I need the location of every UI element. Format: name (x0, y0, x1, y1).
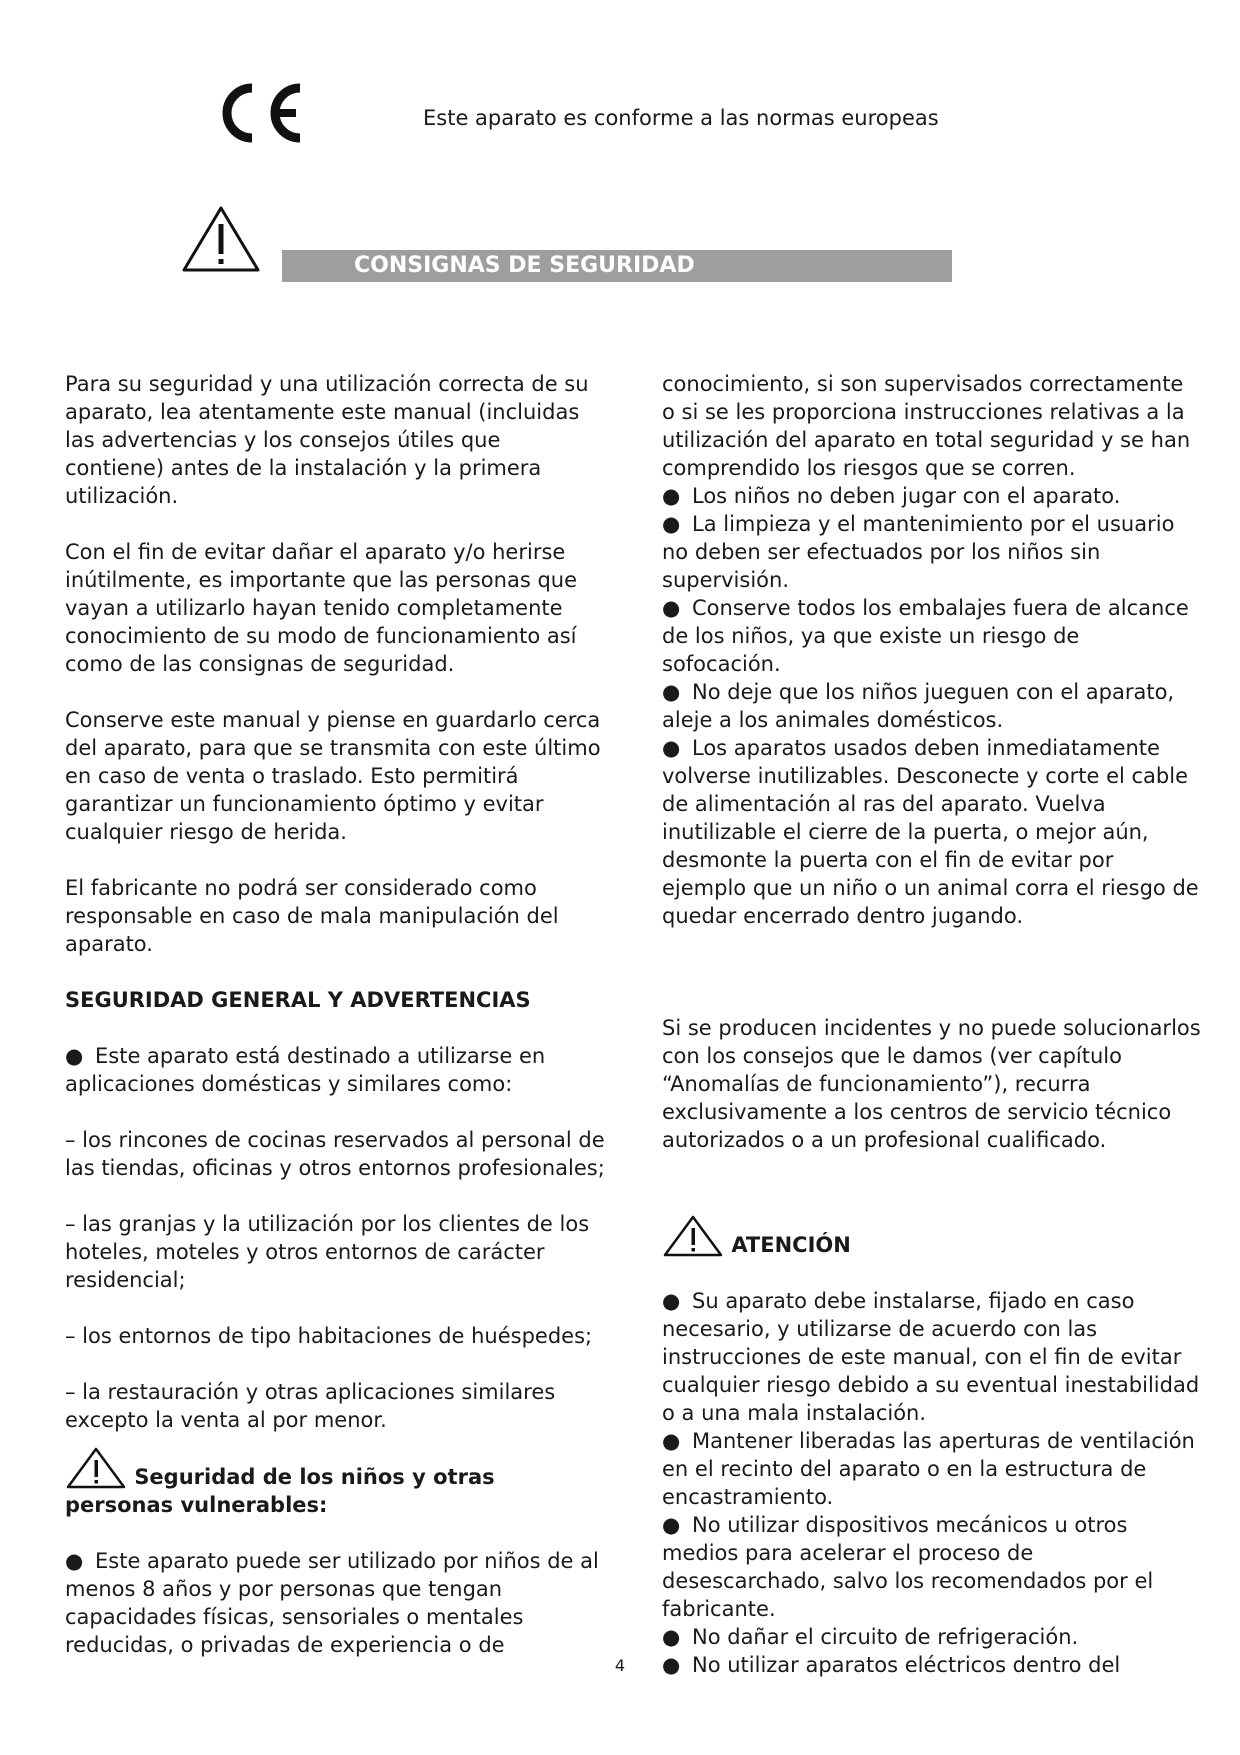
children-bullet-item: ● Este aparato puede ser utilizado por niños de al menos 8 años y por personas que tengan capacidades físicas, sensoriales o mentales reducidas, o privadas de experiencia o de (65, 1549, 599, 1657)
bullet-icon: ● (662, 1429, 681, 1453)
attention-bullet-item: ● Mantener liberadas las aperturas de ventilación en el recinto del aparato o en la estructura de encastramiento. (662, 1429, 1195, 1509)
bullet-icon: ● (65, 1044, 84, 1068)
bullet-icon: ● (662, 1513, 681, 1537)
children-safety-heading: Seguridad de los niños y otras personas vulnerables: (65, 1446, 605, 1519)
attention-bullet-item: ● No utilizar dispositivos mecánicos u otros medios para acelerar el proceso de desescarchado, salvo los recomendados por el fabricante. (662, 1513, 1154, 1621)
intro-paragraph: Conserve este manual y piense en guardarlo cerca del aparato, para que se transmita con este último en caso de venta o traslado. Esto permitirá garantizar un funcionamiento óptimo y evitar cualquier riesgo de herida. (65, 708, 601, 844)
children-bullet-item: ● No deje que los niños jueguen con el aparato, aleje a los animales domésticos. (662, 680, 1175, 732)
ce-caption: Este aparato es conforme a las normas europeas (423, 106, 939, 130)
bullet-icon: ● (662, 1653, 681, 1677)
bullet-icon: ● (662, 1289, 681, 1313)
dash-list-item: – los entornos de tipo habitaciones de huéspedes; (65, 1324, 593, 1348)
warning-triangle-icon (662, 1214, 724, 1258)
bullet-icon: ● (662, 680, 681, 704)
ce-mark-icon (212, 80, 306, 146)
intro-paragraph: Para su seguridad y una utilización correcta de su aparato, lea atentamente este manual (incluidas las advertencias y los consejos útiles que contiene) antes de la instalación y la primera utilización. (65, 372, 589, 508)
general-bullet-item: ● Este aparato está destinado a utilizarse en aplicaciones domésticas y similares como: (65, 1044, 546, 1096)
continuation-paragraph: conocimiento, si son supervisados correctamente o si se les proporciona instrucciones relativas a la utilización del aparato en total seguridad y se han comprendido los riesgos que se corren. (662, 372, 1191, 480)
left-column (65, 370, 605, 1659)
dash-list-item: – la restauración y otras aplicaciones similares excepto la venta al por menor. (65, 1380, 556, 1432)
bullet-icon: ● (662, 1625, 681, 1649)
children-bullet-item: ● Los aparatos usados deben inmediatamente volverse inutilizables. Desconecte y corte el cable de alimentación al ras del aparato. Vuelva inutilizable el cierre de la puerta, o mejor aún, desmonte la puerta con el fin de evitar por ejemplo que un niño o un animal corra el riesgo de quedar encerrado dentro jugando. (662, 736, 1199, 928)
page-number: 4 (614, 1656, 626, 1675)
attention-bullet-item: ● Su aparato debe instalarse, fijado en caso necesario, y utilizarse de acuerdo con las instrucciones de este manual, con el fin de evitar cualquier riesgo debido a su eventual inestabilidad o a una mala instalación. (662, 1289, 1200, 1425)
right-column (662, 370, 1202, 1679)
children-bullet-item: ● Los niños no deben jugar con el aparato. (662, 484, 1121, 508)
attention-heading: ATENCIÓN (662, 1214, 1202, 1259)
general-safety-heading: SEGURIDAD GENERAL Y ADVERTENCIAS (65, 988, 531, 1012)
bullet-icon: ● (662, 736, 681, 760)
dash-list-item: – los rincones de cocinas reservados al personal de las tiendas, oficinas y otros entornos profesionales; (65, 1128, 605, 1180)
dash-list-item: – las granjas y la utilización por los clientes de los hoteles, moteles y otros entornos de carácter residencial; (65, 1212, 590, 1292)
incident-paragraph: Si se producen incidentes y no puede solucionarlos con los consejos que le damos (ver capítulo “Anomalías de funcionamiento”), recurra exclusivamente a los centros de servicio técnico autorizados o a un profesional cualificado. (662, 1016, 1201, 1152)
intro-paragraph: El fabricante no podrá ser considerado como responsable en caso de mala manipulación del aparato. (65, 876, 559, 956)
bullet-icon: ● (662, 512, 681, 536)
intro-paragraph: Con el fin de evitar dañar el aparato y/o herirse inútilmente, es importante que las personas que vayan a utilizarlo hayan tenido completamente conocimiento de su modo de funcionamiento así como de las consignas de seguridad. (65, 540, 578, 676)
warning-triangle-icon (180, 204, 262, 274)
warning-triangle-icon (65, 1446, 127, 1490)
attention-bullet-item: ● No dañar el circuito de refrigeración. (662, 1625, 1079, 1649)
bullet-icon: ● (65, 1549, 84, 1573)
children-bullet-item: ● La limpieza y el mantenimiento por el usuario no deben ser efectuados por los niños sin supervisión. (662, 512, 1175, 592)
bullet-icon: ● (662, 596, 681, 620)
children-bullet-item: ● Conserve todos los embalajes fuera de alcance de los niños, ya que existe un riesgo de sofocación. (662, 596, 1189, 676)
section-banner-title: CONSIGNAS DE SEGURIDAD (282, 250, 952, 282)
attention-bullet-item: ● No utilizar aparatos eléctricos dentro del (662, 1653, 1121, 1677)
bullet-icon: ● (662, 484, 681, 508)
